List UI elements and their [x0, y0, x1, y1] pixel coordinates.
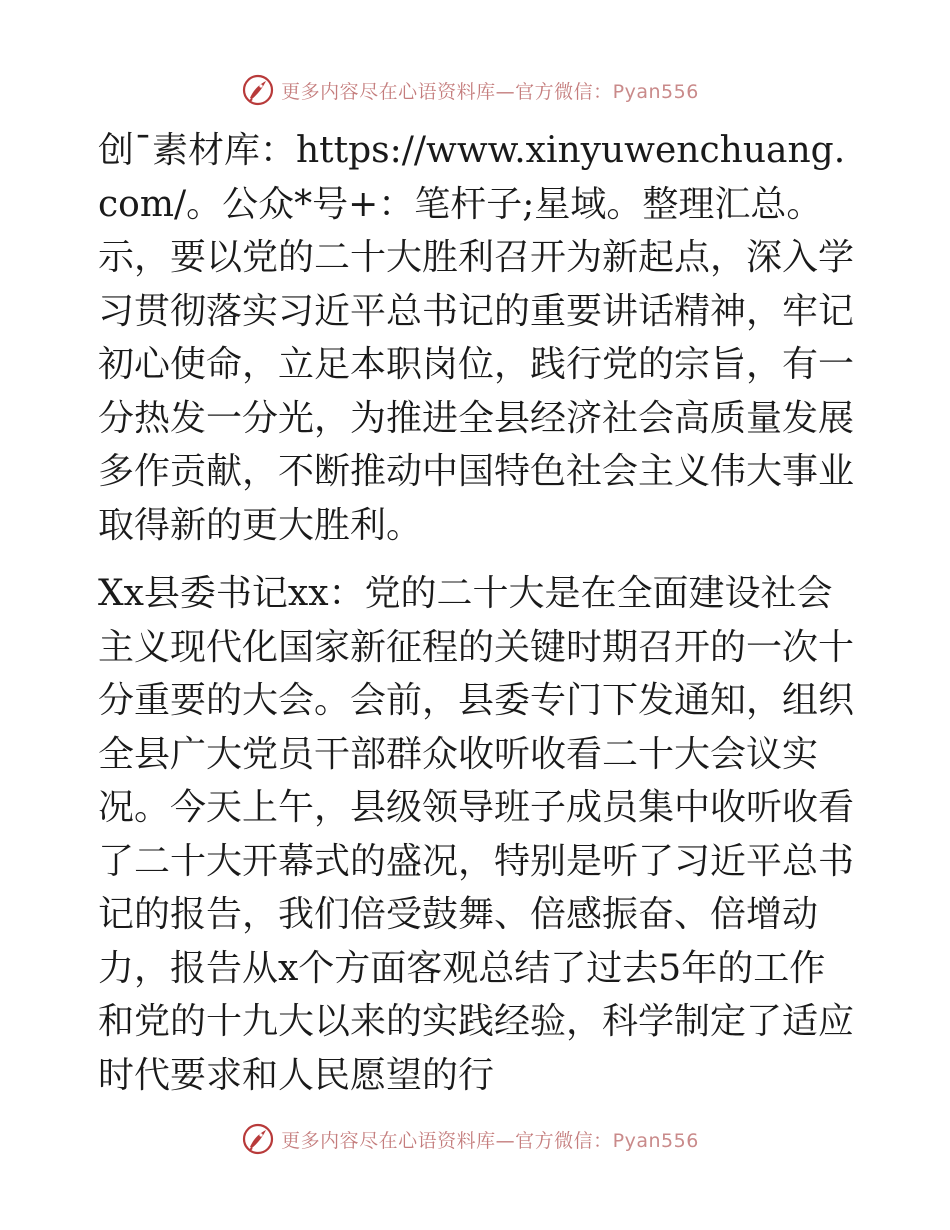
- pen-nib-logo-icon: [241, 1122, 275, 1156]
- footer-brand-text: [281, 1126, 699, 1153]
- footer-wechat-id: Pyan556: [612, 1129, 699, 1152]
- header-brand-text: [281, 77, 699, 104]
- footer-brand-label: 更多内容尽在心语资料库—官方微信：: [281, 1129, 613, 1152]
- pen-nib-logo-icon: [241, 73, 275, 107]
- header-banner: [0, 70, 950, 110]
- footer-banner: [0, 1119, 950, 1159]
- header-wechat-id: Pyan556: [612, 80, 699, 103]
- header-brand-label: 更多内容尽在心语资料库—官方微信：: [281, 80, 613, 103]
- body-paragraph-1: 创¯素材库：https://www.xinyuwenchuang.com/。公众*号+：笔杆子;星域。整理汇总。示，要以党的二十大胜利召开为新起点，深入学习贯彻落实习近平总书记的重要讲话精神，牢记初心使命，立足本职岗位，践行党的宗旨，有一分热发一分光，为推进全县经济社会高质量发展多作贡献，不断推动中国特色社会主义伟大事业取得新的更大胜利。: [98, 130, 855, 546]
- body-paragraph-2: Xx县委书记xx：党的二十大是在全面建设社会主义现代化国家新征程的关键时期召开的一次十分重要的大会。会前，县委专门下发通知，组织全县广大党员干部群众收听收看二十大会议实况。今天上午，县级领导班子成员集中收听收看了二十大开幕式的盛况，特别是听了习近平总书记的报告，我们倍受鼓舞、倍感振奋、倍增动力，报告从x个方面客观总结了过去5年的工作和党的十九大以来的实践经验，科学制定了适应时代要求和人民愿望的行: [98, 573, 855, 1096]
- header-banner-content: [241, 73, 699, 107]
- footer-banner-content: [241, 1122, 699, 1156]
- document-body: [98, 124, 858, 1102]
